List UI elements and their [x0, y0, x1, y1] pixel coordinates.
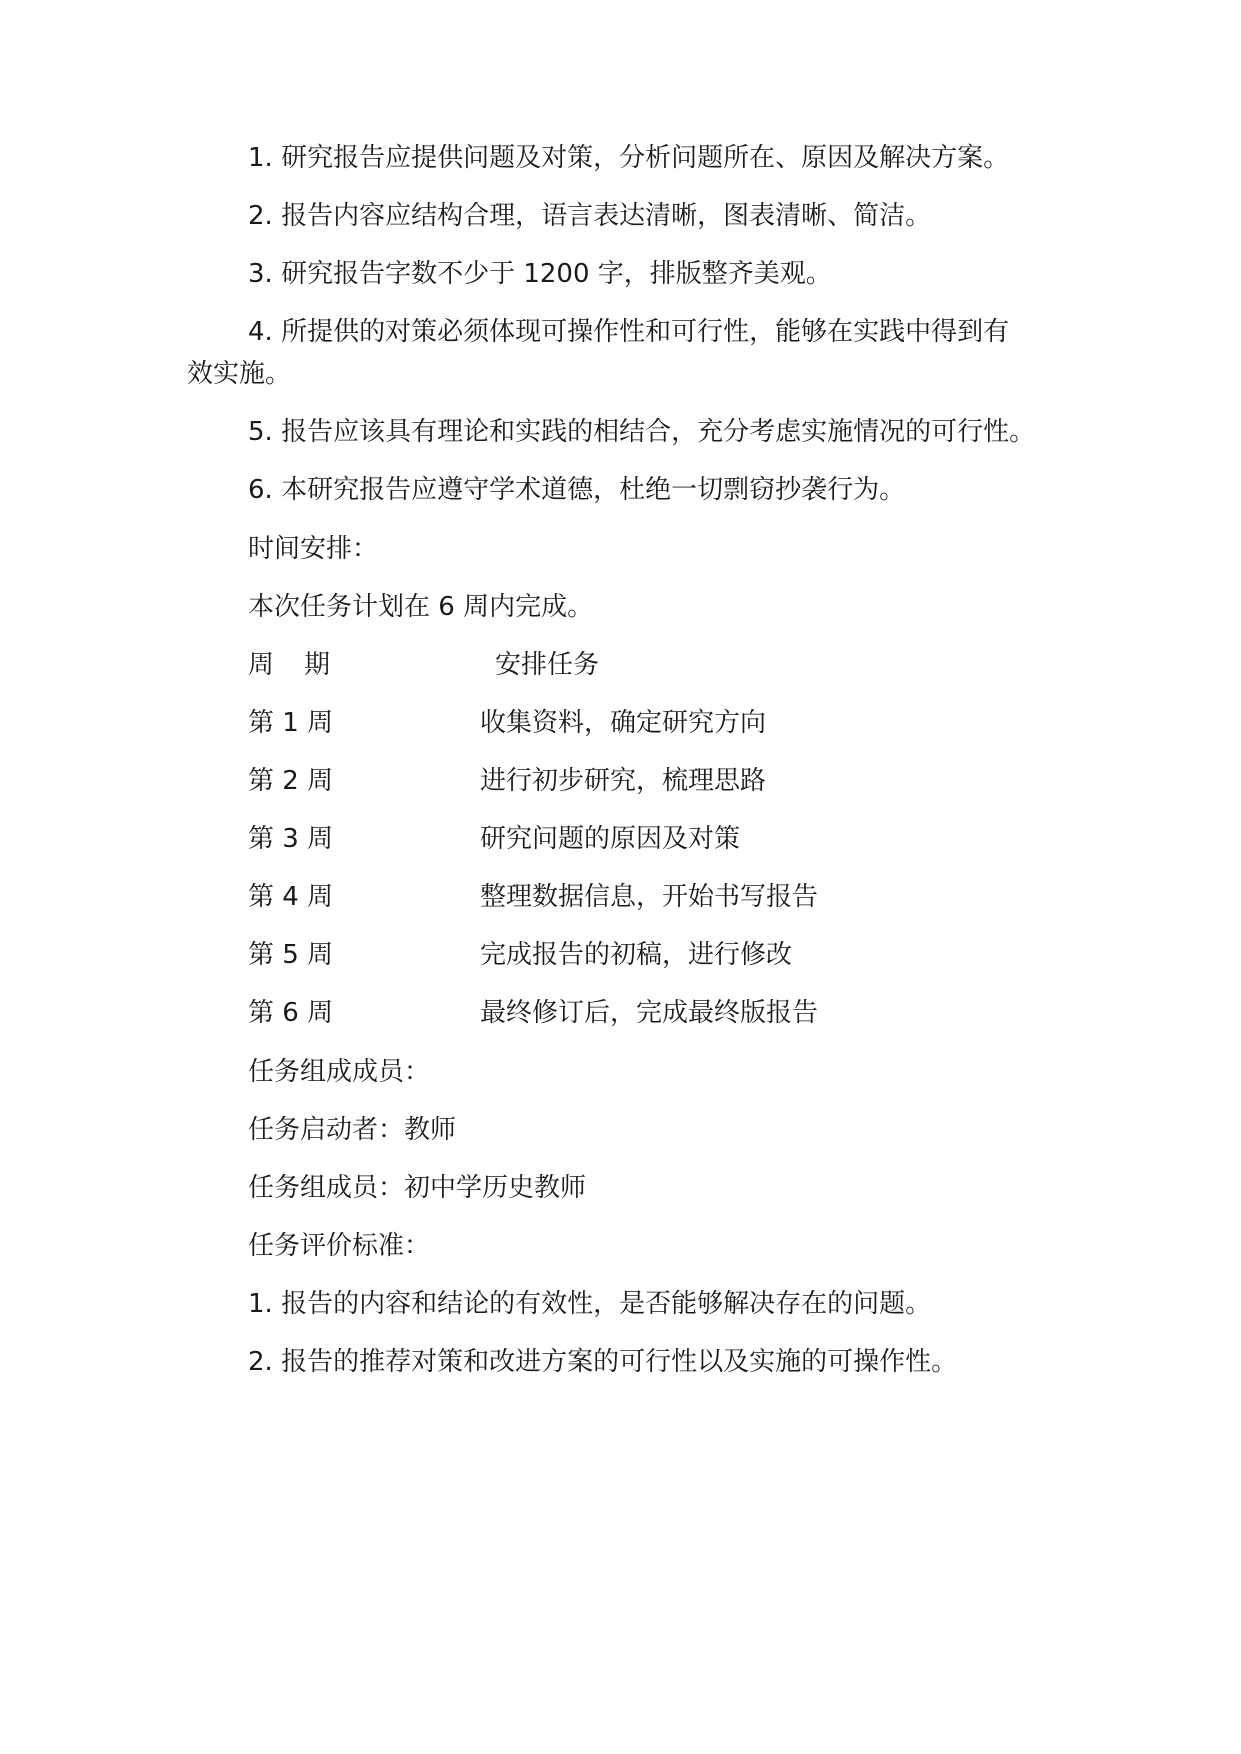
requirement-1: 1. 研究报告应提供问题及对策，分析问题所在、原因及解决方案。	[248, 143, 1010, 173]
schedule-row-task: 收集资料，确定研究方向	[480, 708, 767, 738]
schedule-header-week-char-2: 期	[304, 650, 331, 680]
schedule-heading: 时间安排：	[248, 534, 379, 564]
schedule-row-week: 第 6 周	[248, 998, 334, 1028]
schedule-row-week: 第 2 周	[248, 766, 334, 796]
requirement-5: 5. 报告应该具有理论和实践的相结合，充分考虑实施情况的可行性。	[248, 417, 1036, 447]
evaluation-heading: 任务评价标准：	[248, 1231, 431, 1261]
schedule-row-week: 第 4 周	[248, 882, 334, 912]
members-heading: 任务组成成员：	[248, 1057, 431, 1087]
requirement-3: 3. 研究报告字数不少于 1200 字，排版整齐美观。	[248, 259, 832, 289]
evaluation-item-1: 1. 报告的内容和结论的有效性，是否能够解决存在的问题。	[248, 1289, 932, 1319]
schedule-row-task: 最终修订后，完成最终版报告	[480, 998, 819, 1028]
members-initiator: 任务启动者：教师	[248, 1115, 457, 1145]
schedule-row-task: 完成报告的初稿，进行修改	[480, 940, 793, 970]
schedule-row-task: 整理数据信息，开始书写报告	[480, 882, 819, 912]
schedule-row-week: 第 1 周	[248, 708, 334, 738]
requirement-4-continued: 效实施。	[187, 359, 292, 389]
schedule-header-week-char-1: 周	[248, 650, 275, 680]
members-group: 任务组成员：初中学历史教师	[248, 1173, 587, 1203]
requirement-2: 2. 报告内容应结构合理，语言表达清晰，图表清晰、简洁。	[248, 201, 932, 231]
schedule-intro: 本次任务计划在 6 周内完成。	[248, 592, 594, 622]
schedule-row-week: 第 3 周	[248, 824, 334, 854]
schedule-row-week: 第 5 周	[248, 940, 334, 970]
schedule-row-task: 进行初步研究，梳理思路	[480, 766, 767, 796]
evaluation-item-2: 2. 报告的推荐对策和改进方案的可行性以及实施的可操作性。	[248, 1347, 958, 1377]
schedule-row-task: 研究问题的原因及对策	[480, 824, 741, 854]
schedule-header-task: 安排任务	[495, 650, 600, 680]
requirement-6: 6. 本研究报告应遵守学术道德，杜绝一切剽窃抄袭行为。	[248, 475, 906, 505]
schedule-header-week	[248, 647, 330, 683]
requirement-4: 4. 所提供的对策必须体现可操作性和可行性，能够在实践中得到有	[248, 317, 1010, 347]
